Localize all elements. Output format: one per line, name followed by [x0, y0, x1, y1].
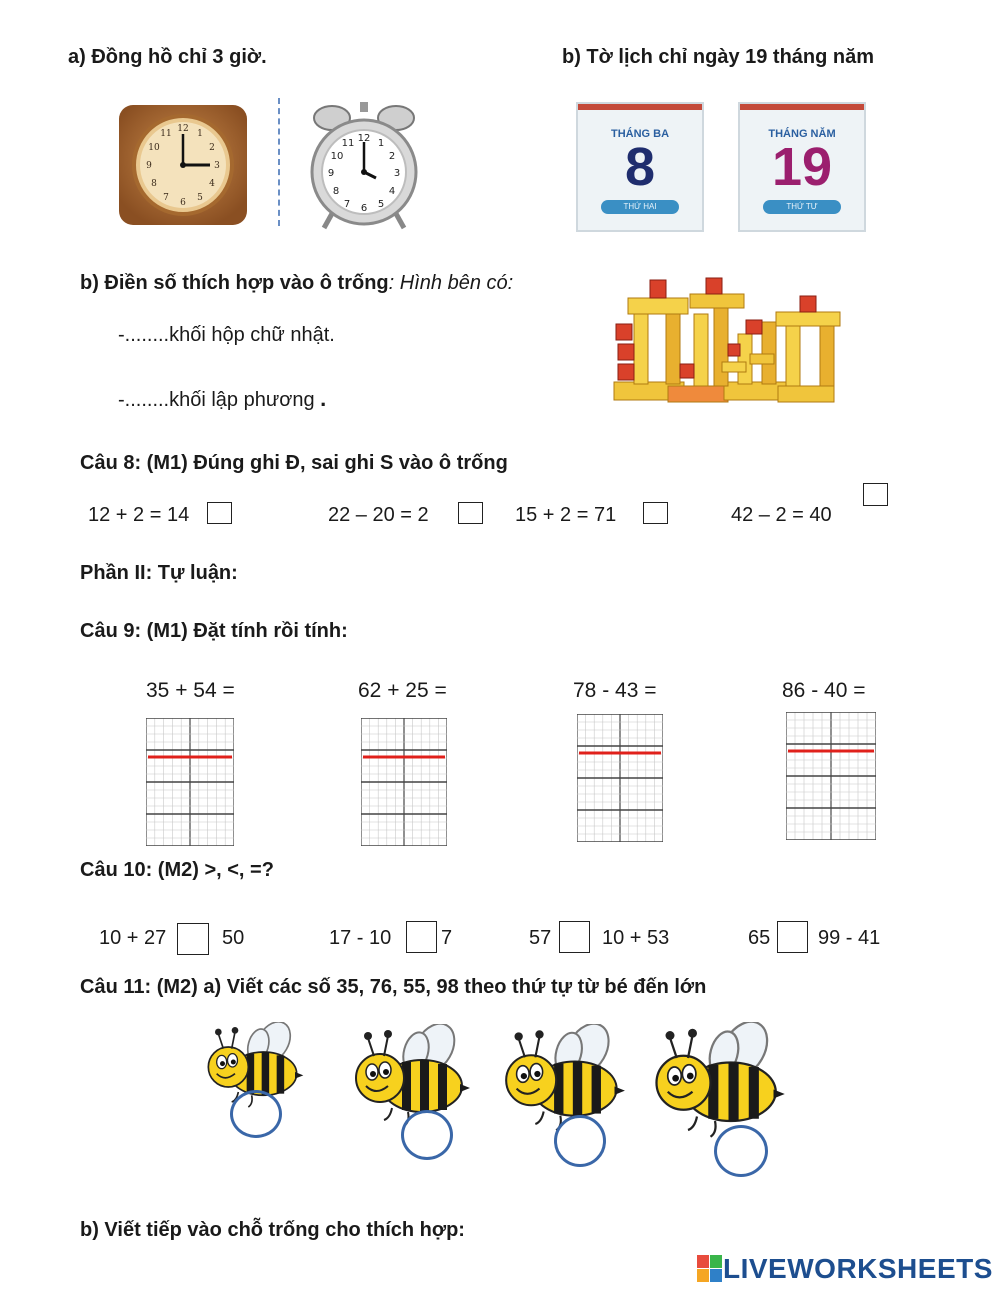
q8-answer-box-2[interactable] [458, 502, 483, 524]
svg-text:10: 10 [148, 143, 160, 153]
svg-text:4: 4 [209, 179, 215, 189]
blocks-line-cube[interactable] [118, 386, 326, 412]
q10-item-2-left: 17 - 10 [329, 927, 392, 949]
svg-text:8: 8 [151, 179, 157, 189]
svg-text:3: 3 [393, 168, 401, 179]
q10-item-2-right: 7 [441, 927, 453, 949]
calendar-1-day: 8 [624, 137, 656, 197]
calendar-2-month: THÁNG NĂM [768, 128, 836, 140]
svg-text:5: 5 [377, 199, 385, 210]
bee-answer-circle-2[interactable] [401, 1110, 453, 1160]
calendar-card-2 [738, 102, 866, 232]
svg-text:2: 2 [209, 143, 215, 153]
q10-compare-box-1[interactable] [177, 923, 209, 955]
svg-text:11: 11 [341, 138, 355, 149]
q11-title: Câu 11: (M2) a) Viết các số 35, 76, 55, 98 theo thứ tự từ bé đến lớn [80, 976, 707, 998]
svg-text:2: 2 [388, 151, 396, 162]
blocks-image [610, 274, 842, 406]
svg-text:7: 7 [343, 199, 351, 210]
svg-text:10: 10 [330, 151, 344, 162]
blocks-line-cuboid[interactable]: -........khối hộp chữ nhật. [118, 324, 335, 346]
bee-answer-circle-4[interactable] [714, 1125, 768, 1177]
q10-item-1-right: 50 [222, 927, 245, 949]
q9-grid-1[interactable] [146, 718, 234, 846]
svg-text:4: 4 [388, 186, 396, 197]
q9-title: Câu 9: (M1) Đặt tính rồi tính: [80, 620, 348, 642]
q10-item-3-left: 57 [529, 927, 552, 949]
svg-text:1: 1 [377, 138, 385, 149]
q10-compare-box-4[interactable] [777, 921, 808, 953]
q10-item-4-right: 99 - 41 [818, 927, 881, 949]
calendar-2-day: 19 [771, 137, 833, 197]
svg-text:12: 12 [177, 124, 189, 134]
blocks-question-label [80, 272, 513, 295]
calendar-card-1 [576, 102, 704, 232]
alarm-clock-image [308, 98, 420, 232]
bee-answer-circle-1[interactable] [230, 1090, 282, 1138]
q8-answer-box-4[interactable] [863, 483, 888, 506]
q8-answer-box-3[interactable] [643, 502, 668, 524]
svg-text:5: 5 [197, 193, 203, 203]
calendar-2-weekday: THỨ TƯ [763, 200, 841, 214]
q11-part-b: b) Viết tiếp vào chỗ trống cho thích hợp: [80, 1219, 465, 1241]
q9-grid-2[interactable] [361, 718, 447, 846]
svg-text:7: 7 [163, 193, 169, 203]
q9-expression-1: 35 + 54 = [146, 679, 235, 702]
q10-item-4-left: 65 [748, 927, 771, 949]
clock-question-label: a) Đồng hồ chỉ 3 giờ. [68, 46, 267, 68]
blocks-question-label-rest: : Hình bên có: [388, 272, 514, 294]
blocks-line-cube-text: -........khối lập phương [118, 389, 315, 411]
calendar-1-month: THÁNG BA [610, 128, 670, 140]
q9-expression-4: 86 - 40 = [782, 679, 866, 702]
blocks-question-label-bold: b) Điền số thích hợp vào ô trống [80, 272, 389, 294]
q10-compare-box-3[interactable] [559, 921, 590, 953]
wooden-clock-image [118, 104, 248, 226]
q9-grid-4[interactable] [786, 712, 876, 840]
q10-item-3-right: 10 + 53 [602, 927, 670, 949]
calendar-question-label: b) Tờ lịch chỉ ngày 19 tháng năm [562, 46, 875, 68]
q8-item-1: 12 + 2 = 14 [88, 504, 190, 526]
svg-text:1: 1 [197, 129, 203, 139]
q8-item-3: 15 + 2 = 71 [515, 504, 617, 526]
svg-text:11: 11 [160, 129, 172, 139]
liveworksheets-logo [697, 1253, 993, 1285]
divider [278, 98, 280, 226]
svg-text:6: 6 [180, 198, 186, 208]
calendar-1-weekday: THỨ HAI [601, 200, 679, 214]
q8-title: Câu 8: (M1) Đúng ghi Đ, sai ghi S vào ô trống [80, 452, 508, 474]
q10-item-1-left: 10 + 27 [99, 927, 167, 949]
logo-text: LIVEWORKSHEETS [723, 1253, 993, 1284]
q8-item-4: 42 – 2 = 40 [731, 504, 832, 526]
svg-text:9: 9 [146, 161, 152, 171]
svg-text:8: 8 [332, 186, 340, 197]
q8-answer-box-1[interactable] [207, 502, 232, 524]
q9-expression-3: 78 - 43 = [573, 679, 657, 702]
svg-text:9: 9 [327, 168, 335, 179]
q9-grid-3[interactable] [577, 714, 663, 842]
q10-title: Câu 10: (M2) >, <, =? [80, 859, 274, 881]
blocks-line-cube-dot: . [320, 386, 327, 411]
svg-text:3: 3 [214, 161, 220, 171]
q8-item-2: 22 – 20 = 2 [328, 504, 429, 526]
svg-text:6: 6 [360, 203, 368, 214]
q9-expression-2: 62 + 25 = [358, 679, 447, 702]
svg-text:12: 12 [357, 133, 371, 144]
logo-icon [697, 1255, 723, 1283]
q10-compare-box-2[interactable] [406, 921, 437, 953]
part2-title: Phần II: Tự luận: [80, 562, 238, 584]
bee-answer-circle-3[interactable] [554, 1115, 606, 1167]
